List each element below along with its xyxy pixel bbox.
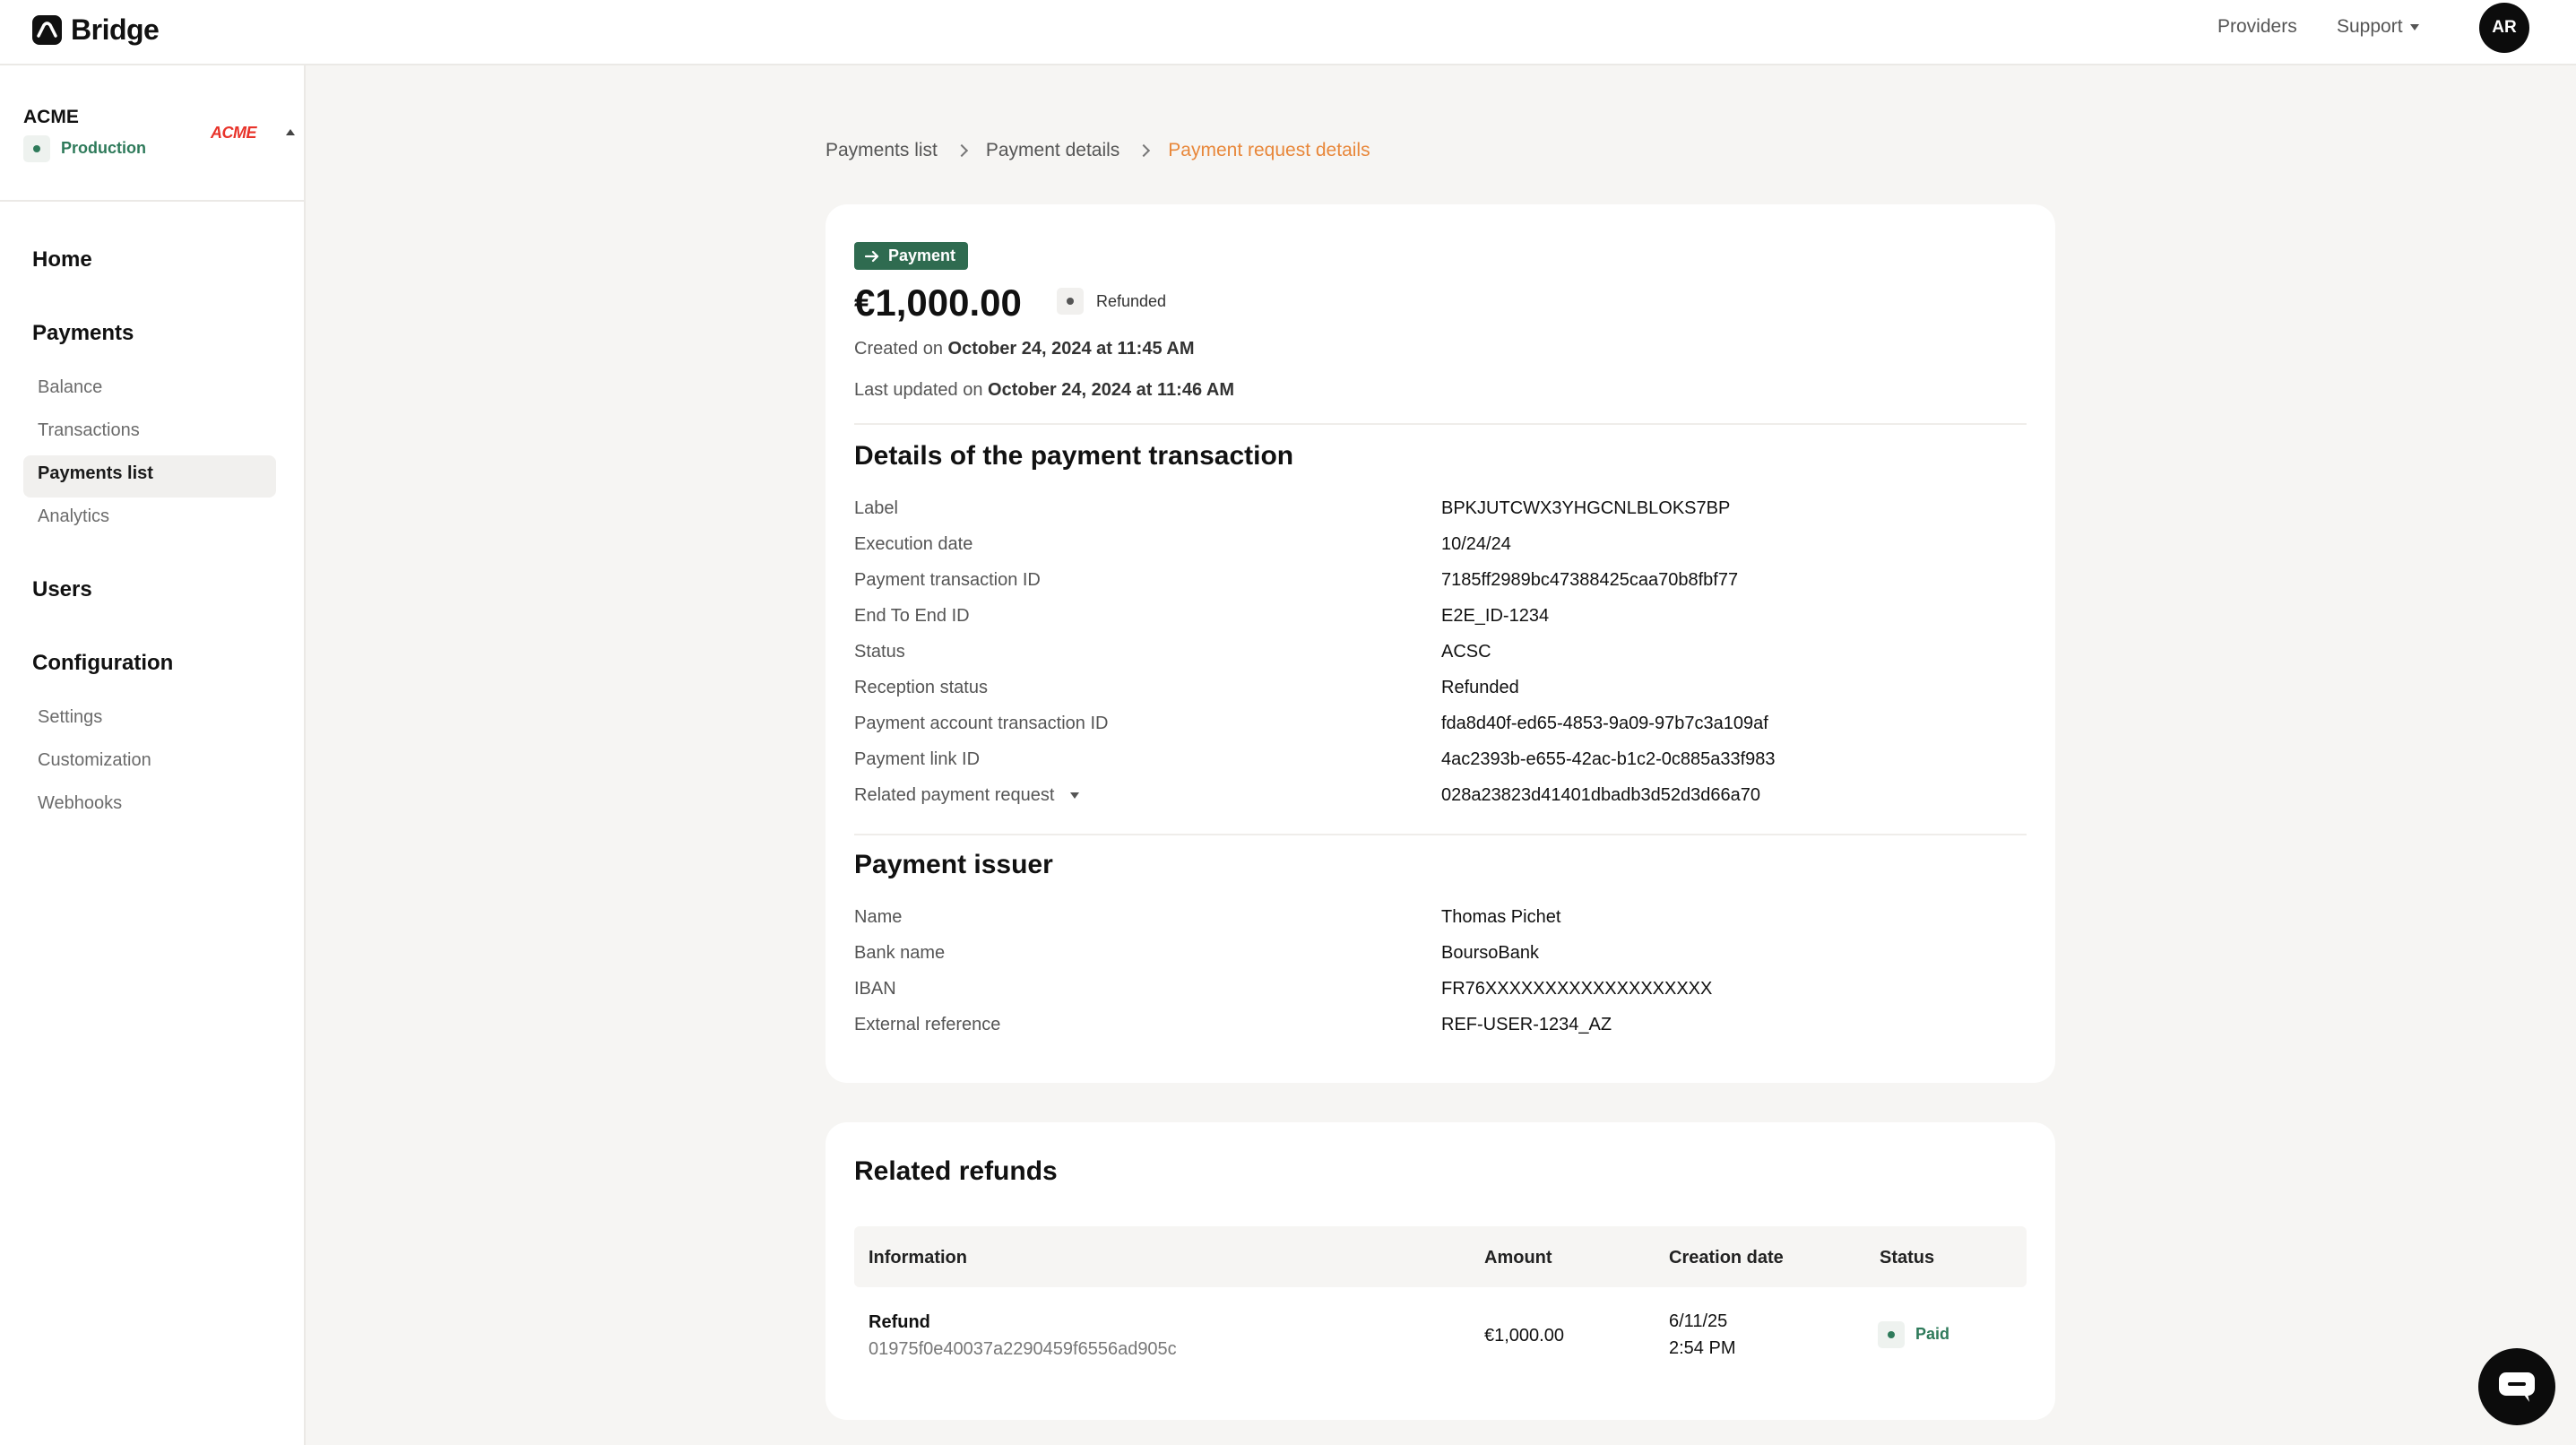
support-label: Support <box>2337 16 2403 37</box>
sidebar-item-users[interactable]: Users <box>32 577 92 601</box>
updated-value: October 24, 2024 at 11:46 AM <box>988 380 1234 400</box>
sidebar-section-payments[interactable]: Payments <box>32 321 134 345</box>
related-refunds-card <box>826 1122 2055 1420</box>
org-logo: ACME <box>211 124 256 142</box>
related-payment-request-toggle[interactable] <box>854 785 1079 806</box>
status-dot-icon <box>1057 288 1084 315</box>
detail-label: Payment account transaction ID <box>854 714 1109 733</box>
refund-date: 6/11/25 <box>1669 1311 1728 1331</box>
detail-value: 7185ff2989bc47388425caa70b8fbf77 <box>1441 570 1739 590</box>
detail-label: Reception status <box>854 678 988 697</box>
sidebar-item-customization[interactable]: Customization <box>38 750 151 770</box>
detail-label: Related payment request <box>854 785 1055 805</box>
sidebar-item-settings[interactable]: Settings <box>38 707 103 727</box>
issuer-label: IBAN <box>854 979 896 999</box>
environment-dot-icon <box>23 135 50 162</box>
chevron-right-icon <box>955 144 968 157</box>
chevron-down-icon <box>1070 792 1079 799</box>
chat-bubble-icon <box>2497 1369 2537 1405</box>
sidebar-item-analytics[interactable]: Analytics <box>38 506 110 526</box>
detail-label: Execution date <box>854 534 973 554</box>
payment-status: Refunded <box>1096 292 1167 310</box>
divider <box>854 423 2027 425</box>
refund-id: 01975f0e40037a2290459f6556ad905c <box>869 1339 1177 1359</box>
detail-value: ACSC <box>1441 642 1491 662</box>
issuer-label: Bank name <box>854 943 946 963</box>
payment-type-badge <box>854 242 968 270</box>
payment-type-label: Payment <box>888 247 956 264</box>
breadcrumb-current: Payment request details <box>1168 140 1370 160</box>
user-avatar[interactable]: AR <box>2479 3 2529 53</box>
updated-prefix: Last updated on <box>854 380 983 400</box>
issuer-value: REF-USER-1234_AZ <box>1441 1015 1612 1034</box>
issuer-value: FR76XXXXXXXXXXXXXXXXXXX <box>1441 979 1713 999</box>
support-menu[interactable] <box>2337 16 2419 38</box>
created-date <box>854 339 1194 359</box>
brand-logo[interactable] <box>32 12 159 48</box>
issuer-label: Name <box>854 907 903 927</box>
sidebar-item-home[interactable]: Home <box>32 247 92 272</box>
detail-label: End To End ID <box>854 606 970 626</box>
detail-value: BPKJUTCWX3YHGCNLBLOKS7BP <box>1441 498 1731 518</box>
refund-time: 2:54 PM <box>1669 1338 1736 1358</box>
detail-value: Refunded <box>1441 678 1519 697</box>
chevron-right-icon <box>1137 144 1150 157</box>
transaction-details-title: Details of the payment transaction <box>854 441 1294 471</box>
breadcrumb <box>826 140 1370 161</box>
created-prefix: Created on <box>854 339 943 359</box>
org-name: ACME <box>23 107 79 127</box>
sidebar-item-transactions[interactable]: Transactions <box>38 420 140 440</box>
detail-value: 10/24/24 <box>1441 534 1511 554</box>
breadcrumb-payment-details[interactable]: Payment details <box>985 140 1120 160</box>
issuer-value: BoursoBank <box>1441 943 1539 963</box>
issuer-label: External reference <box>854 1015 1001 1034</box>
table-header <box>854 1226 2027 1287</box>
top-bar <box>0 0 2576 65</box>
updated-date <box>854 380 1234 401</box>
detail-label: Status <box>854 642 905 662</box>
providers-link[interactable]: Providers <box>2217 16 2297 37</box>
column-header-creation-date: Creation date <box>1669 1248 1784 1268</box>
detail-label: Label <box>854 498 898 518</box>
sidebar-section-configuration[interactable]: Configuration <box>32 651 174 675</box>
chevron-up-icon[interactable] <box>286 129 295 135</box>
created-value: October 24, 2024 at 11:45 AM <box>947 339 1195 359</box>
brand-name: Bridge <box>71 13 160 46</box>
sidebar <box>0 65 306 1445</box>
chat-support-button[interactable] <box>2478 1348 2555 1425</box>
detail-value: 028a23823d41401dbadb3d52d3d66a70 <box>1441 785 1760 805</box>
arrow-right-icon <box>865 250 879 263</box>
refund-type: Refund <box>869 1312 930 1332</box>
column-header-status: Status <box>1880 1248 1935 1268</box>
breadcrumb-payments-list[interactable]: Payments list <box>826 140 938 160</box>
chevron-down-icon <box>2410 24 2419 30</box>
payment-amount: €1,000.00 <box>854 281 1022 324</box>
divider <box>854 834 2027 835</box>
payment-details-card <box>826 204 2055 1083</box>
issuer-title: Payment issuer <box>854 850 1053 879</box>
refund-amount: €1,000.00 <box>1484 1326 1564 1345</box>
issuer-value: Thomas Pichet <box>1441 907 1561 927</box>
status-dot-icon <box>1878 1321 1905 1348</box>
detail-value: 4ac2393b-e655-42ac-b1c2-0c885a33f983 <box>1441 749 1776 769</box>
refund-status: Paid <box>1915 1325 1950 1343</box>
detail-label: Payment transaction ID <box>854 570 1041 590</box>
detail-value: E2E_ID-1234 <box>1441 606 1550 626</box>
refunds-title: Related refunds <box>854 1156 1058 1186</box>
column-header-information: Information <box>869 1248 967 1268</box>
detail-label: Payment link ID <box>854 749 981 769</box>
bridge-logo-icon <box>32 15 62 45</box>
org-switcher[interactable] <box>0 65 304 202</box>
detail-value: fda8d40f-ed65-4853-9a09-97b7c3a109af <box>1441 714 1768 733</box>
sidebar-item-balance[interactable]: Balance <box>38 377 103 397</box>
column-header-amount: Amount <box>1484 1248 1552 1268</box>
sidebar-item-webhooks[interactable]: Webhooks <box>38 793 123 813</box>
environment-label: Production <box>61 139 146 157</box>
sidebar-item-payments-list[interactable]: Payments list <box>38 463 153 483</box>
